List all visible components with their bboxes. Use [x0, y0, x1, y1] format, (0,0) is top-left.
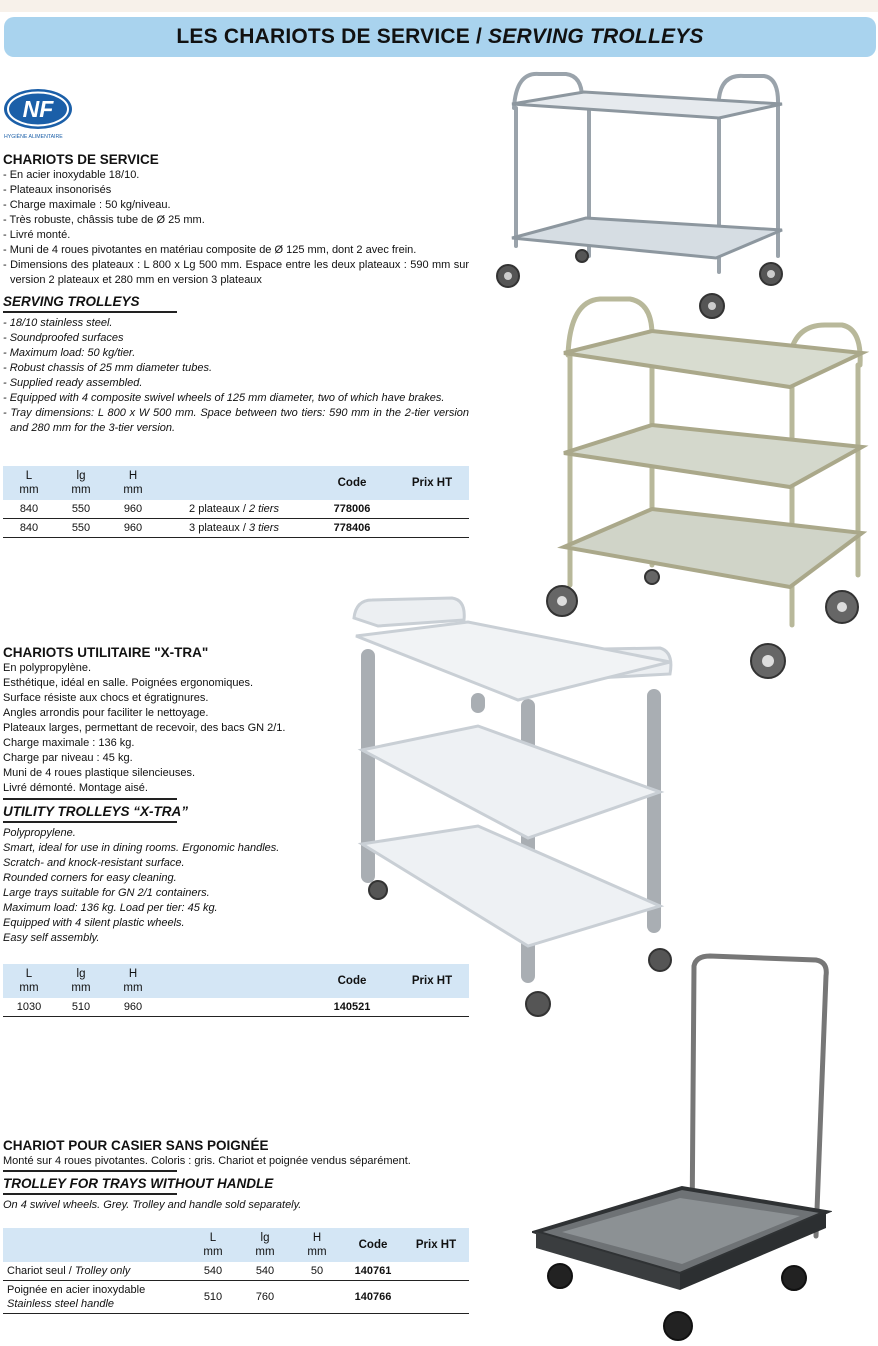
text-line: Muni de 4 roues plastique silencieuses. — [3, 767, 196, 779]
title-underline — [3, 1193, 177, 1195]
text-line: Smart, ideal for use in dining rooms. Ergonomic handles. — [3, 842, 280, 854]
title-underline — [3, 311, 177, 313]
nf-logo — [3, 88, 77, 145]
col-price: Prix HT — [395, 466, 469, 500]
nf-logo-icon — [3, 88, 77, 140]
col-h: H mm — [107, 964, 159, 998]
nf-logo-mark: NF — [22, 96, 54, 122]
divider — [3, 798, 177, 800]
list-item: - Robust chassis of 25 mm diameter tubes. — [3, 362, 213, 374]
cell-lg: 540 — [239, 1262, 291, 1281]
cell-code: 778006 — [309, 500, 395, 519]
col-desc — [159, 964, 309, 998]
section1-price-table — [3, 466, 469, 538]
col-desc — [159, 466, 309, 500]
section2-title-en: UTILITY TROLLEYS “X-TRA” — [3, 804, 188, 819]
text-line: Easy self assembly. — [3, 932, 100, 944]
text-line: Esthétique, idéal en salle. Poignées ergonomiques. — [3, 677, 254, 689]
col-l: L mm — [187, 1228, 239, 1262]
cell-desc: Poignée en acier inoxydable Stainless steel handle — [3, 1281, 187, 1314]
cell-h: 50 — [291, 1262, 343, 1281]
table-row — [3, 1262, 469, 1281]
text-line: Livré démonté. Montage aisé. — [3, 782, 148, 794]
col-price: Prix HT — [403, 1228, 469, 1262]
list-item: - Dimensions des plateaux : L 800 x Lg 500 mm. Espace entre les deux plateaux : 590 mm sur version 2 plateaux et 280 mm en version 3 plateaux — [3, 259, 469, 286]
text-line: Charge maximale : 136 kg. — [3, 737, 135, 749]
stainless-trolley-2-tier-image — [494, 68, 794, 326]
col-h: H mm — [291, 1228, 343, 1262]
table-row — [3, 500, 469, 519]
list-item: - 18/10 stainless steel. — [3, 317, 113, 329]
cell-price — [395, 500, 469, 519]
section1-list-fr — [3, 168, 469, 288]
cell-code: 140521 — [309, 998, 395, 1017]
col-lg: lg mm — [239, 1228, 291, 1262]
table-header — [3, 466, 469, 500]
list-item: - Tray dimensions: L 800 x W 500 mm. Space between two tiers: 590 mm in the 2-tier version and 280 mm for the 3-tier version. — [3, 407, 469, 434]
text-line: Surface résiste aux chocs et égratignures. — [3, 692, 209, 704]
col-price: Prix HT — [395, 964, 469, 998]
cell-price — [403, 1262, 469, 1281]
cell-lg: 550 — [55, 500, 107, 519]
title-underline — [3, 821, 177, 823]
section1-title-en: SERVING TROLLEYS — [3, 294, 140, 309]
list-item: - Muni de 4 roues pivotantes en matériau composite de Ø 125 mm, dont 2 avec frein. — [3, 244, 417, 256]
list-item: - Maximum load: 50 kg/tier. — [3, 347, 136, 359]
section2-title-fr: CHARIOTS UTILITAIRE "X-TRA" — [3, 645, 209, 660]
cell-l: 1030 — [3, 998, 55, 1017]
list-item: - Equipped with 4 composite swivel wheels of 125 mm diameter, two of which have brakes. — [3, 392, 445, 404]
cell-lg: 550 — [55, 519, 107, 538]
text-line: Equipped with 4 silent plastic wheels. — [3, 917, 185, 929]
list-item: - Livré monté. — [3, 229, 71, 241]
cell-price — [395, 519, 469, 538]
text-line: Maximum load: 136 kg. Load per tier: 45 kg. — [3, 902, 218, 914]
section1-title-fr: CHARIOTS DE SERVICE — [3, 152, 159, 167]
col-lg: lg mm — [55, 964, 107, 998]
text-line: Polypropylene. — [3, 827, 76, 839]
list-item: - En acier inoxydable 18/10. — [3, 169, 140, 181]
text-line: Angles arrondis pour faciliter le nettoyage. — [3, 707, 209, 719]
cell-l: 540 — [187, 1262, 239, 1281]
divider — [3, 1170, 177, 1172]
cell-desc: 2 plateaux / 2 tiers — [159, 500, 309, 519]
top-strip — [0, 0, 878, 12]
section3-title-en: TROLLEY FOR TRAYS WITHOUT HANDLE — [3, 1176, 274, 1191]
cell-h — [291, 1281, 343, 1314]
text-line: On 4 swivel wheels. Grey. Trolley and handle sold separately. — [3, 1199, 302, 1211]
text-line: En polypropylène. — [3, 662, 92, 674]
tray-trolley-image — [532, 952, 832, 1344]
col-code: Code — [343, 1228, 403, 1262]
section-trolley-for-trays — [3, 1137, 469, 1213]
section-utility-trolleys — [3, 644, 353, 946]
list-item: - Soundproofed surfaces — [3, 332, 124, 344]
cell-code: 140761 — [343, 1262, 403, 1281]
col-h: H mm — [107, 466, 159, 500]
list-item: - Supplied ready assembled. — [3, 377, 143, 389]
col-l: L mm — [3, 466, 55, 500]
text-line: Large trays suitable for GN 2/1 containers. — [3, 887, 210, 899]
cell-price — [403, 1281, 469, 1314]
table-header — [3, 1228, 469, 1262]
col-code: Code — [309, 964, 395, 998]
col-code: Code — [309, 466, 395, 500]
page-title — [4, 17, 876, 57]
cell-l: 840 — [3, 500, 55, 519]
list-item: - Très robuste, châssis tube de Ø 25 mm. — [3, 214, 205, 226]
text-line: Plateaux larges, permettant de recevoir, des bacs GN 2/1. — [3, 722, 286, 734]
section-serving-trolleys — [3, 151, 469, 436]
cell-desc: Chariot seul / Trolley only — [3, 1262, 187, 1281]
col-lg: lg mm — [55, 466, 107, 500]
section1-list-en — [3, 316, 469, 436]
cell-h: 960 — [107, 519, 159, 538]
list-item: - Plateaux insonorisés — [3, 184, 112, 196]
text-line: Rounded corners for easy cleaning. — [3, 872, 177, 884]
nf-logo-caption: HYGIÈNE ALIMENTAIRE — [4, 134, 63, 140]
col-l: L mm — [3, 964, 55, 998]
list-item: - Charge maximale : 50 kg/niveau. — [3, 199, 171, 211]
cell-l: 510 — [187, 1281, 239, 1314]
title-fr: LES CHARIOTS DE SERVICE / — [176, 25, 483, 48]
table-row — [3, 519, 469, 538]
col-desc — [3, 1228, 187, 1262]
cell-l: 840 — [3, 519, 55, 538]
table-row — [3, 1281, 469, 1314]
section3-title-fr: CHARIOT POUR CASIER SANS POIGNÉE — [3, 1138, 269, 1153]
cell-code: 778406 — [309, 519, 395, 538]
text-line: Charge par niveau : 45 kg. — [3, 752, 133, 764]
cell-code: 140766 — [343, 1281, 403, 1314]
section3-price-table — [3, 1228, 469, 1314]
cell-lg: 760 — [239, 1281, 291, 1314]
cell-lg: 510 — [55, 998, 107, 1017]
cell-desc — [159, 998, 309, 1017]
cell-h: 960 — [107, 500, 159, 519]
text-line: Scratch- and knock-resistant surface. — [3, 857, 185, 869]
title-en: SERVING TROLLEYS — [488, 25, 704, 48]
cell-h: 960 — [107, 998, 159, 1017]
cell-desc: 3 plateaux / 3 tiers — [159, 519, 309, 538]
text-line: Monté sur 4 roues pivotantes. Coloris : gris. Chariot et poignée vendus séparément. — [3, 1155, 411, 1167]
